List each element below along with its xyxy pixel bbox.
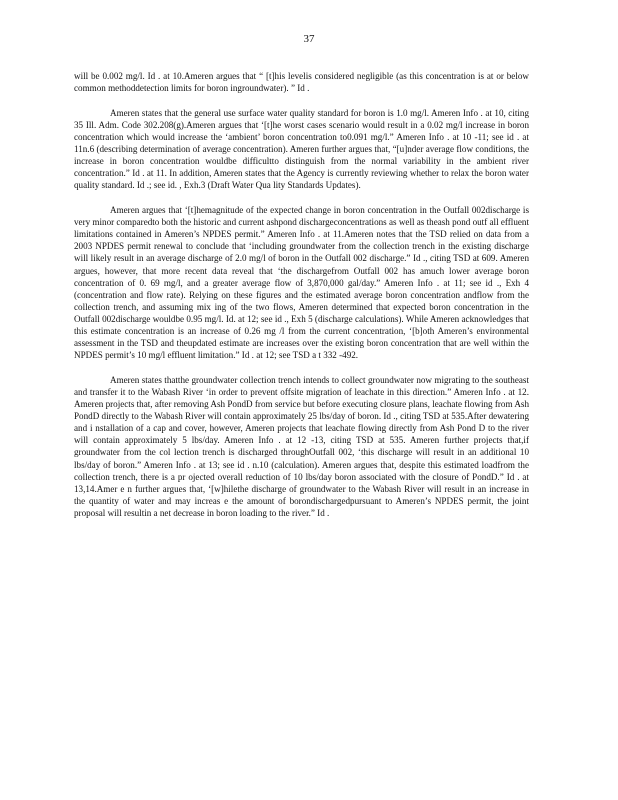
body-text — [74, 70, 529, 519]
paragraph-collection-trench: Ameren states thatthe groundwater collection trench intends to collect groundwater now migrating to the southeast and transfer it to the Wabash River ‘in order to prevent offsite migration of leachate in this direction.” Ameren Info . at 12. Ameren projects that, after removing Ash PondD from service but before executing closure plans, leachate flowing from Ash PondD directly to the Wabash River will contain approximately 25 lbs/day of boron. Id ., citing TSD at 535.After dewatering and i nstallation of a cap and cover, however, Ameren projects that leachate flowing directly from Ash Pond D to the river will contain approximately 5 lbs/day. Ameren Info . at 12 -13, citing TSD at 535. Ameren further projects that,if groundwater from the col lection trench is discharged throughOutfall 002, ‘this discharge will result in an additional 10 lbs/day of boron.” Ameren Info . at 13; see id . n.10 (calculation). Ameren argues that, despite this estimated loadfrom the collection trench, there is a pr ojected overall reduction of 10 lbs/day boron associated with the closure of PondD.” Id . at 13,14.Amer e n further argues that, ‘[w]hilethe discharge of groundwater to the Wabash River will result in an increase in the quantity of water and may increas e the amount of borondischargedpursuant to Ameren’s NPDES permit, the joint proposal will resultin a net decrease in boron loading to the river.” Id . — [74, 374, 529, 518]
paragraph-outfall-002-discharge: Ameren argues that ‘[t]hemagnitude of the expected change in boron concentration in the Outfall 002discharge is very minor comparedto both the historic and current ashpond dischargeconcentrations as well as theash pond outf all effluent limitations contained in Ameren’s NPDES permit.” Ameren Info . at 11.Ameren notes that the TSD relied on data from a 2003 NPDES permit renewal to conclude that ‘including groundwater from the collection trench in the existing discharge will likely result in an average discharge of 2.0 mg/l of boron in the Outfall 002 discharge.” Id ., citing TSD at 609. Ameren argues, however, that more recent data reveal that ‘the dischargefrom Outfall 002 has amuch lower average boron concentration of 0. 69 mg/l, and a greater average flow of 3,870,000 gal/day.” Ameren Info . at 11; see id ., Exh 4 (concentration and flow rate). Relying on these figures and the estimated average boron concentration andflow from the collection trench, and assuming mix ing of the two flows, Ameren determined that expected boron concentration in the Outfall 002discharge wouldbe 0.95 mg/l. Id. at 12; see id ., Exh 5 (discharge calculations). While Ameren acknowledges that this estimate concentration is an increase of 0.26 mg /l from the current concentration, ‘[b]oth Ameren’s environmental assessment in the TSD and theupdated estimate are increases over the existing boron concentration that are well within the NPDES permit’s 10 mg/l effluent limitation.” Id . at 12; see TSD a t 332 -492. — [74, 205, 529, 361]
paragraph-continuation: will be 0.002 mg/l. Id . at 10.Ameren argues that “ [t]his levelis considered negligible (as this concentration is at or below common methoddetection limits for boron ingroundwater). ” Id . — [74, 71, 529, 94]
page-number: 37 — [303, 33, 315, 45]
paragraph-water-quality-standard: Ameren states that the general use surface water quality standard for boron is 1.0 mg/l. Ameren Info . at 10, citing 35 Ill. Adm. Code 302.208(g).Ameren argues that ‘[t]he worst cases scenario would result in a 0.02 mg/l increase in boron concentration which would increase the ‘ambient’ boron concentration to0.091 mg/l.” Ameren Info . at 10 -11; see id . at 11n.6 (describing determination of average concentration). Ameren further argues that, “[u]nder average flow conditions, the increase in boron concentration wouldbe difficultto distinguish from the normal variability in the ambient river concentration.” Id . at 11. In addition, Ameren states that the Agency is currently reviewing whether to relax the boron water quality standard. Id .; see id. , Exh.3 (Draft Water Qua lity Standards Updates). — [74, 107, 529, 191]
